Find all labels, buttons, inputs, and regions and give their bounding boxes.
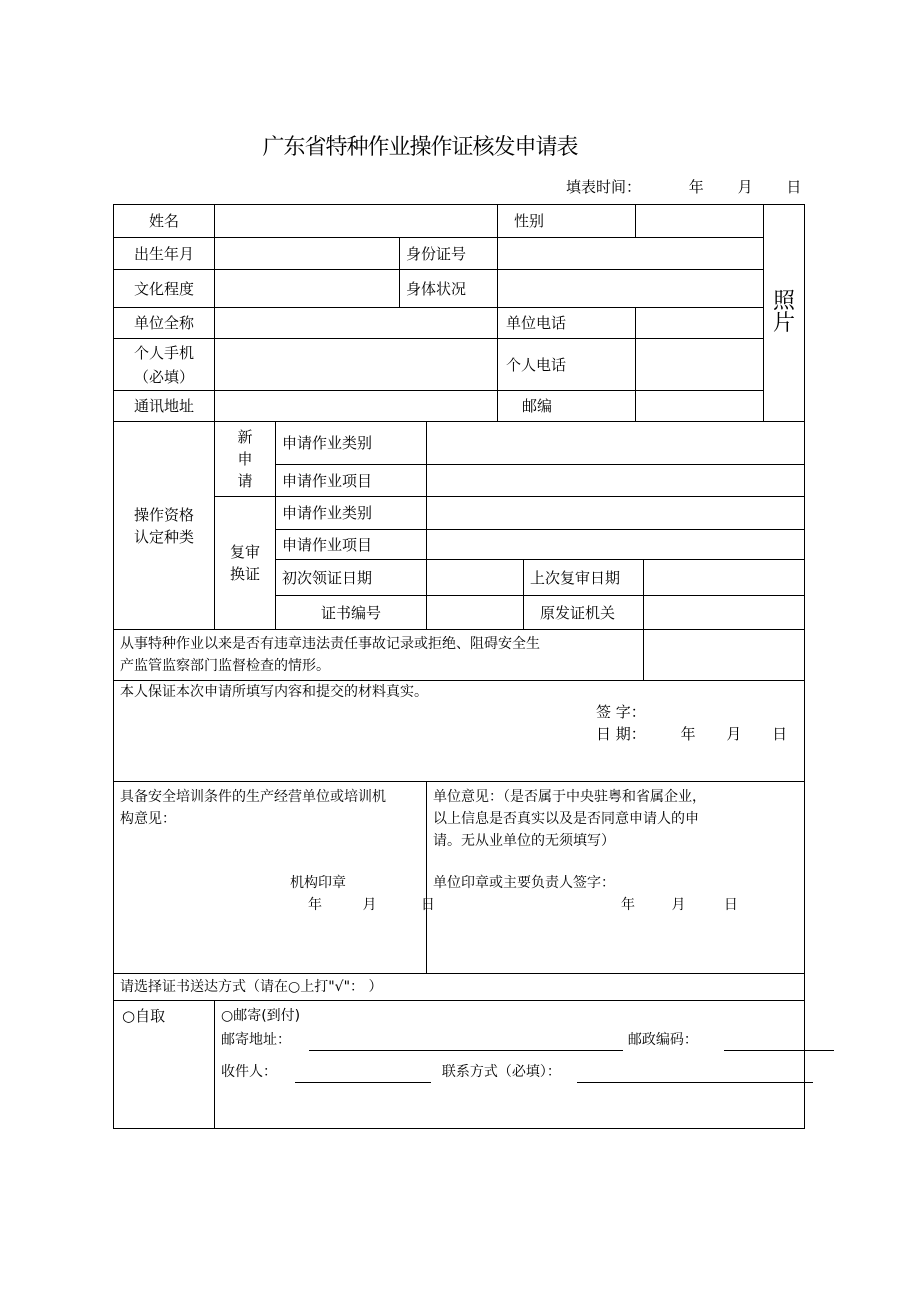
declaration-day: 日 — [772, 725, 788, 743]
renew-apply-item-field[interactable] — [427, 530, 805, 560]
first-issue-date-field[interactable] — [427, 560, 524, 596]
new-apply-item-label: 申请作业项目 — [276, 465, 427, 497]
declaration-date-line — [596, 723, 787, 745]
declaration-sign-label: 签 字： — [596, 703, 646, 721]
training-year: 年 — [308, 897, 322, 913]
personal-phone-field[interactable] — [636, 339, 764, 391]
name-field[interactable] — [215, 205, 498, 238]
delivery-question: 请选择证书送达方式（请在○上打"√"： ） — [114, 974, 805, 1001]
unit-year: 年 — [621, 897, 635, 913]
renew-apply-category-field[interactable] — [427, 497, 805, 530]
unit-day: 日 — [723, 897, 738, 913]
training-opinion-line1: 具备安全培训条件的生产经营单位或培训机 — [120, 789, 386, 805]
health-label: 身体状况 — [400, 270, 498, 308]
health-field[interactable] — [498, 270, 764, 308]
postcode-label: 邮编 — [498, 391, 636, 422]
mail-address-row — [221, 1029, 834, 1051]
address-label: 通讯地址 — [114, 391, 215, 422]
mobile-label — [114, 339, 215, 391]
mail-postcode-label: 邮政编码： — [627, 1032, 698, 1048]
page-title: 广东省特种作业操作证核发申请表 — [262, 135, 578, 160]
qualification-label-line2: 认定种类 — [133, 527, 194, 546]
fill-time — [566, 176, 804, 197]
id-number-label: 身份证号 — [400, 238, 498, 270]
recipient-label: 收件人： — [221, 1064, 277, 1080]
unit-seal-label: 单位印章或主要负责人签字： — [433, 875, 615, 891]
qualification-label — [114, 422, 215, 630]
name-label: 姓名 — [114, 205, 215, 238]
mail-address-label: 邮寄地址： — [221, 1032, 291, 1048]
cert-number-field[interactable] — [427, 596, 524, 630]
last-review-date-label: 上次复审日期 — [524, 560, 644, 596]
gender-label: 性别 — [498, 205, 636, 238]
mobile-label-line2: （必填） — [133, 367, 194, 386]
education-label: 文化程度 — [114, 270, 215, 308]
unit-opinion-line2: 以上信息是否真实以及是否同意申请人的申 — [433, 811, 699, 827]
record-question: 从事特种作业以来是否有违章违法责任事故记录或拒绝、阻碍安全生产监管监察部门监督检查的情形。 — [114, 630, 644, 681]
mobile-label-line1: 个人手机 — [133, 343, 194, 362]
training-opinion-cell — [114, 782, 435, 974]
new-label-char3: 请 — [237, 472, 253, 490]
training-date-line — [308, 894, 435, 916]
declaration-text: 本人保证本次申请所填写内容和提交的材料真实。 — [120, 684, 428, 700]
new-apply-item-field[interactable] — [427, 465, 805, 497]
cert-number-label: 证书编号 — [276, 596, 427, 630]
qualification-label-line1: 操作资格 — [133, 505, 194, 524]
original-issuer-field[interactable] — [644, 596, 805, 630]
renewal-label-line1: 复审 — [229, 543, 260, 561]
fill-time-day: 日 — [786, 178, 802, 196]
photo-box: 照片 — [764, 205, 805, 422]
mail-option-cell — [215, 1001, 805, 1129]
declaration-year: 年 — [680, 725, 696, 743]
birth-label: 出生年月 — [114, 238, 215, 270]
renewal-label — [215, 497, 276, 630]
self-pick-option[interactable]: ○自取 — [114, 1001, 215, 1129]
unit-name-field[interactable] — [215, 308, 498, 339]
fill-time-year: 年 — [688, 178, 704, 196]
postcode-field[interactable] — [636, 391, 764, 422]
fill-time-month: 月 — [737, 178, 753, 196]
renewal-label-line2: 换证 — [229, 565, 260, 583]
address-field[interactable] — [215, 391, 498, 422]
training-month: 月 — [362, 897, 377, 913]
recipient-input[interactable] — [295, 1066, 431, 1083]
application-form — [113, 204, 805, 1129]
contact-label: 联系方式（必填）： — [441, 1064, 561, 1080]
training-opinion-line2: 构意见： — [120, 811, 176, 827]
new-label-char1: 新 — [237, 428, 253, 446]
original-issuer-label: 原发证机关 — [524, 596, 644, 630]
mail-option[interactable]: ○邮寄(到付) — [221, 1008, 301, 1024]
record-answer-field[interactable] — [644, 630, 805, 681]
mail-postcode-input[interactable] — [724, 1034, 834, 1051]
declaration-date-label: 日 期： — [596, 725, 646, 743]
unit-opinion-line1: 单位意见：（是否属于中央驻粤和省属企业， — [433, 789, 706, 805]
new-apply-category-label: 申请作业类别 — [276, 422, 427, 465]
contact-input[interactable] — [577, 1066, 813, 1083]
education-field[interactable] — [215, 270, 400, 308]
birth-field[interactable] — [215, 238, 400, 270]
mobile-field[interactable] — [215, 339, 498, 391]
unit-month: 月 — [671, 897, 686, 913]
training-day: 日 — [420, 897, 435, 913]
id-number-field[interactable] — [498, 238, 764, 270]
renew-apply-category-label: 申请作业类别 — [276, 497, 427, 530]
unit-phone-label: 单位电话 — [498, 308, 636, 339]
new-application-label — [215, 422, 276, 497]
unit-date-line — [621, 894, 738, 916]
first-issue-date-label: 初次领证日期 — [276, 560, 427, 596]
renew-apply-item-label: 申请作业项目 — [276, 530, 427, 560]
fill-time-label: 填表时间： — [566, 178, 642, 196]
mail-address-input[interactable] — [309, 1034, 623, 1051]
new-label-char2: 申 — [237, 450, 253, 468]
last-review-date-field[interactable] — [644, 560, 805, 596]
unit-name-label: 单位全称 — [114, 308, 215, 339]
recipient-row — [221, 1061, 813, 1083]
declaration-cell — [114, 681, 805, 782]
unit-opinion-cell — [427, 782, 805, 974]
personal-phone-label: 个人电话 — [498, 339, 636, 391]
unit-opinion-line3: 请。无从业单位的无须填写） — [433, 833, 615, 849]
declaration-month: 月 — [726, 725, 742, 743]
gender-field[interactable] — [636, 205, 764, 238]
new-apply-category-field[interactable] — [427, 422, 805, 465]
unit-phone-field[interactable] — [636, 308, 764, 339]
training-seal-label: 机构印章 — [290, 875, 346, 891]
